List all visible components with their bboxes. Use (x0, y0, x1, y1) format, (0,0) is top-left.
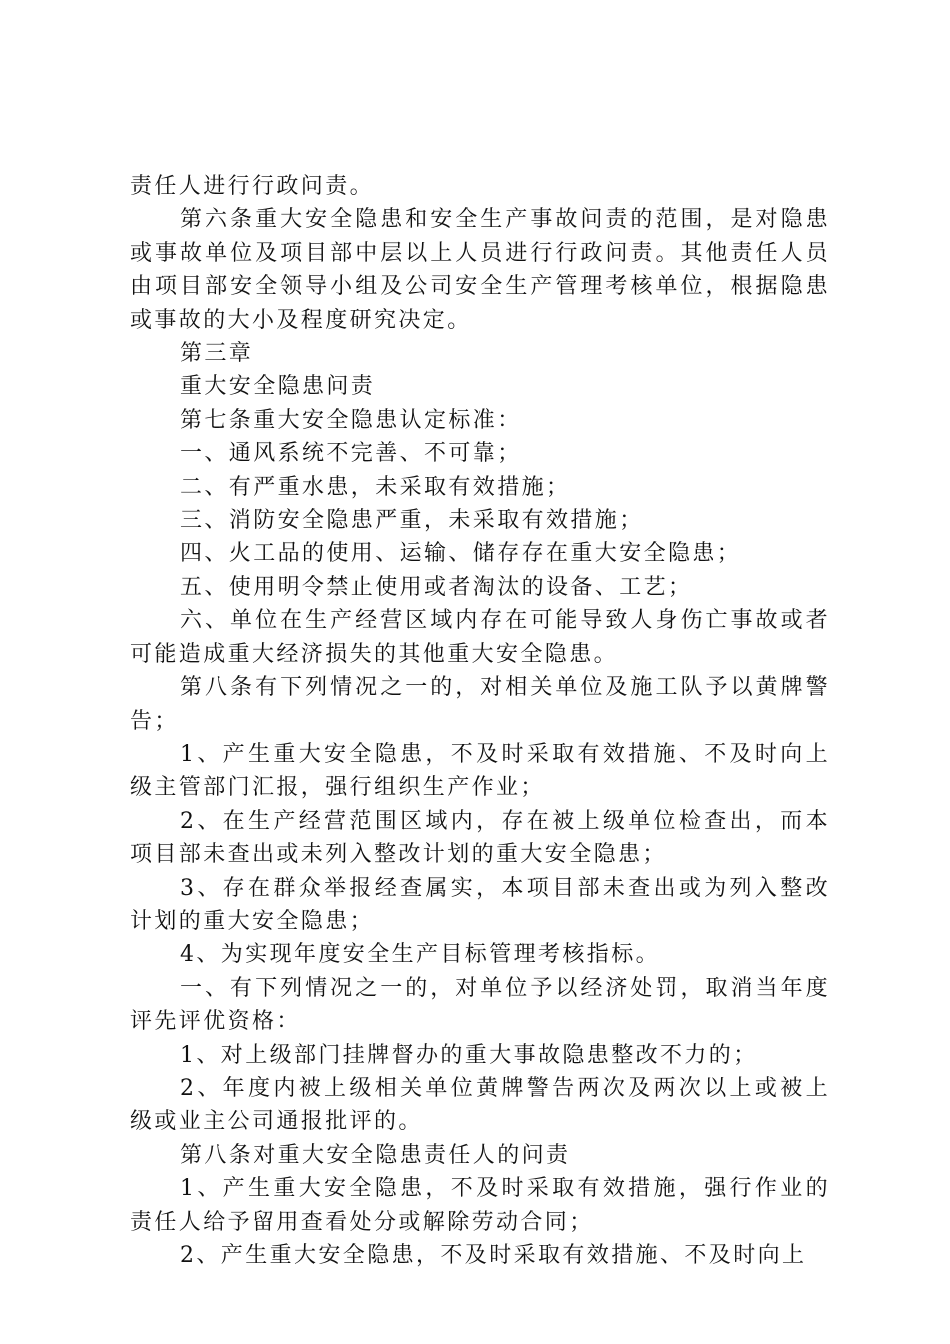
document-paragraph: 三、消防安全隐患严重，未采取有效措施； (180, 508, 644, 534)
document-paragraph: 3、存在群众举报经查属实，本项目部未查出或为列入整改计划的重大安全隐患； (130, 875, 830, 934)
document-paragraph: 1、对上级部门挂牌督办的重大事故隐患整改不力的； (180, 1042, 758, 1068)
document-paragraph: 4、为实现年度安全生产目标管理考核指标。 (180, 942, 660, 968)
document-paragraph: 1、产生重大安全隐患，不及时采取有效措施、不及时向上级主管部门汇报，强行组织生产作业； (130, 741, 830, 801)
document-paragraph: 一、通风系统不完善、不可靠； (180, 441, 522, 467)
document-paragraph: 1、产生重大安全隐患，不及时采取有效措施，强行作业的责任人给予留用查看处分或解除劳动合同； (130, 1176, 830, 1235)
document-paragraph: 2、在生产经营范围区域内，存在被上级单位检查出，而本项目部未查出或未列入整改计划的重大安全隐患； (130, 808, 830, 868)
document-paragraph: 二、有严重水患，未采取有效措施； (180, 474, 571, 500)
document-paragraph: 2、产生重大安全隐患，不及时采取有效措施、不及时向上 (180, 1243, 807, 1268)
document-paragraph: 第八条有下列情况之一的，对相关单位及施工队予以黄牌警告； (130, 675, 830, 734)
document-paragraph: 六、单位在生产经营区域内存在可能导致人身伤亡事故或者可能造成重大经济损失的其他重大安全隐患。 (130, 608, 830, 667)
document-paragraph: 一、有下列情况之一的，对单位予以经济处罚，取消当年度评先评优资格： (130, 975, 830, 1035)
document-paragraph: 第三章 (180, 341, 254, 367)
document-paragraph: 第八条对重大安全隐患责任人的问责 (180, 1142, 571, 1168)
document-paragraph: 五、使用明令禁止使用或者淘汰的设备、工艺； (180, 574, 693, 600)
document-paragraph: 四、火工品的使用、运输、储存存在重大安全隐患； (180, 541, 742, 567)
document-paragraph: 2、年度内被上级相关单位黄牌警告两次及两次以上或被上级或业主公司通报批评的。 (130, 1075, 830, 1135)
document-paragraph: 重大安全隐患问责 (180, 374, 376, 400)
document-body (130, 170, 830, 1272)
document-paragraph: 第七条重大安全隐患认定标准： (180, 407, 522, 433)
document-paragraph: 责任人进行行政问责。 (130, 174, 375, 199)
document-paragraph: 第六条重大安全隐患和安全生产事故问责的范围，是对隐患或事故单位及项目部中层以上人员进行行政问责。其他责任人员由项目部安全领导小组及公司安全生产管理考核单位，根据隐患或事故的大小及程度研究决定。 (130, 207, 830, 333)
